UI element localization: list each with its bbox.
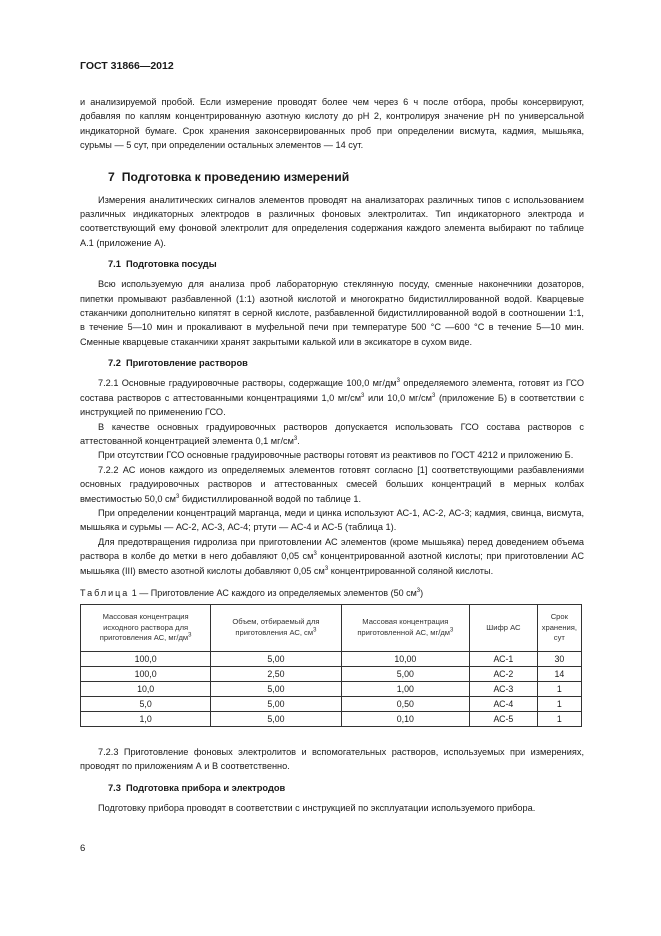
table-cell: АС-1 [470,651,538,666]
paragraph-7-2-2: 7.2.2 АС ионов каждого из определяемых элементов готовят согласно [1] соответствующими разбавлениями основных градуировочных растворов и аттестованных смесей больших концентраций в мерных колбах вместимостью 50,0 $см^3$ бидистиллированной водой по таблице 1. [80,464,584,504]
table-cell: 0,10 [341,711,470,726]
table-cell: 2,50 [211,666,341,681]
table-cell: 1,0 [81,711,211,726]
table-cell: 5,0 [81,696,211,711]
subsection-title: Подготовка посуды [125,259,217,270]
section-7-3-paragraph: Подготовку прибора проводят в соответствии с инструкцией по эксплуатации используемого прибора. [98,802,536,813]
section-7-1-paragraph: Всю используемую для анализа проб лабораторную стеклянную посуду, сменные наконечники дозаторов, пипетки промывают разбавленной (1:1) азотной кислотой и многократно бидистиллированной водой. Кварцевые стаканчики дополнительно кипятят в серной кислоте, разбавленной бидистиллированной водой в соотношении 1:1, в течение 5—10 мин и прокаливают в муфельной печи при температуре 500 °С —600 °С в течение 5—10 мин. Сменные кварцевые стаканчики хранят закрытыми калькой или в эксикаторе в сухом виде. [80,279,584,347]
column-header: Срок хранения, сут [537,604,581,651]
table-cell: 5,00 [211,651,341,666]
table-cell: 30 [537,651,581,666]
subsection-title: Приготовление растворов [125,358,248,369]
section-title: Подготовка к проведению измерений [121,169,350,184]
page-number: 6 [80,843,86,854]
paragraph-elements: При определении концентраций марганца, меди и цинка используют АС-1, АС-2, АС-3; кадмия, свинца, висмута, мышьяка и сурьмы — АС-2, АС-3, АС-4; ртути — АС-4 и АС-5 (таблица 1). [80,507,584,533]
standard-header: ГОСТ 31866—2012 [80,60,174,72]
column-header: Шифр АС [470,604,538,651]
table-cell: АС-2 [470,666,538,681]
subsection-number: 7.2 [108,358,121,369]
subsection-number: 7.1 [108,259,121,270]
table-cell: 5,00 [211,696,341,711]
section-7-2-heading [108,358,584,368]
intro-paragraph: и анализируемой пробой. Если измерение проводят более чем через 6 ч после отбора, пробы консервируют, добавляя по каплям концентрированную азотную кислоту до pH 2, контролируя значение pH по универсальной индикаторной бумаге. Срок хранения законсервированных проб при определении висмута, кадмия, мышьяка, сурьмы — 5 сут, при определении остальных элементов — 14 сут. [80,97,584,151]
table-row [81,711,582,726]
table-cell: 1 [537,711,581,726]
section-7-1-heading [108,259,584,269]
table-cell: 5,00 [341,666,470,681]
subsection-title: Подготовка прибора и электродов [125,782,286,793]
table-cell: 1,00 [341,681,470,696]
table-cell: 100,0 [81,666,211,681]
section-7-3-heading [108,783,584,793]
table-cell: 10,0 [81,681,211,696]
document-page [80,60,584,815]
paragraph-hydrolysis: Для предотвращения гидролиза при приготовлении АС элементов (кроме мышьяка) перед доведением объема раствора в колбе до метки в него добавляют 0,05 $см^3$ концентрированной азотной кислоты; при приготовлении АС мышьяка (III) вместо азотной кислоты добавляют 0,05 $см^3$ концентрированной соляной кислоты. [80,536,584,576]
table-cell: 5,00 [211,681,341,696]
table-row [81,666,582,681]
section-7-heading [108,170,584,184]
column-header: Объем, отбираемый для приготовления АС, $см^3$ [211,604,341,651]
table-cell: 100,0 [81,651,211,666]
table-row [81,696,582,711]
table-row [81,651,582,666]
section-number: 7 [108,169,115,184]
table-row [81,681,582,696]
paragraph-7-2-3: 7.2.3 Приготовление фоновых электролитов и вспомогательных растворов, используемых при измерениях, проводят по приложениям А и В соответственно. [80,746,584,772]
table-cell: 14 [537,666,581,681]
table-cell: 0,50 [341,696,470,711]
table-cell: 10,00 [341,651,470,666]
paragraph-gso-alternative: В качестве основных градуировочных растворов допускается использовать ГСО состава растворов с аттестованной концентрацией элемента 0,1 $мг/см^3$. [80,421,584,446]
table-cell: АС-4 [470,696,538,711]
preparation-table [80,604,582,727]
table-caption: Таблица 1 — Приготовление АС каждого из определяемых элементов (50 $см^3$) [80,587,424,598]
column-header: Массовая концентрация исходного раствора для приготовления АС, $мг/дм^3$ [81,604,211,651]
section-7-paragraph: Измерения аналитических сигналов элементов проводят на анализаторах различных типов с использованием различных индикаторных электродов в различных фоновых электролитах. Тип индикаторного электрода и соответствующий ему фоновой электролит для определения содержания каждого элемента выбирают по таблице А.1 (приложение А). [80,194,584,248]
table-cell: АС-5 [470,711,538,726]
table-cell: 1 [537,681,581,696]
table-header-row [81,604,582,651]
paragraph-7-2-1: 7.2.1 Основные градуировочные растворы, содержащие 100,0 $мг/дм^3$ определяемого элемента, готовят из ГСО состава растворов с аттестованными концентрациями 1,0 $мг/см^3$ или 10,0 $мг/см^3$ (приложение Б) в соответствии с инструкцией по применению ГСО. [80,378,584,418]
table-cell: 5,00 [211,711,341,726]
table-cell: 1 [537,696,581,711]
table-cell: АС-3 [470,681,538,696]
column-header: Массовая концентрация приготовленной АС, $мг/дм^3$ [341,604,470,651]
paragraph-gost-4212: При отсутствии ГСО основные градуировочные растворы готовят из реактивов по ГОСТ 4212 и приложению Б. [98,450,574,461]
subsection-number: 7.3 [108,782,121,793]
